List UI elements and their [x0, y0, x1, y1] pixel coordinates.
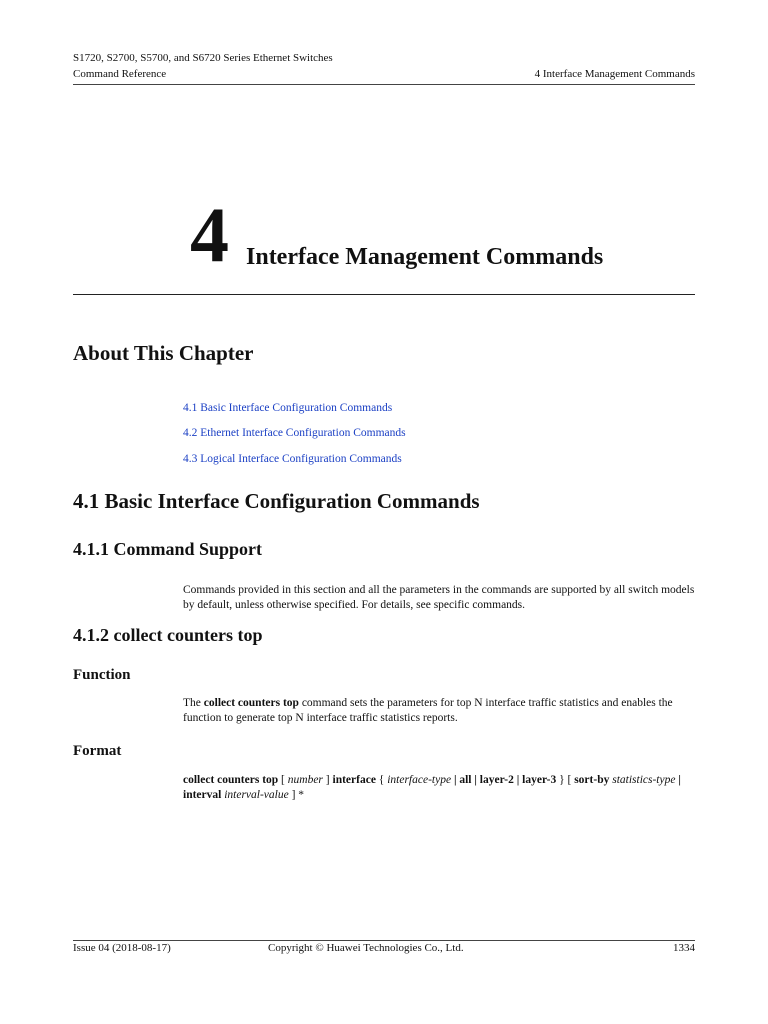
footer-issue: Issue 04 (2018-08-17)	[73, 942, 171, 954]
format-parameter: interface-type	[387, 774, 452, 786]
command-support-paragraph: Commands provided in this section and all the parameters in the commands are supported by all switch models by default, unless otherwise specified. For details, see specific commands.	[183, 584, 695, 611]
format-keyword: sort-by	[574, 774, 610, 786]
function-command-name: collect counters top	[203, 697, 299, 709]
command-format	[183, 773, 698, 803]
function-text-pre: The	[183, 697, 204, 709]
footer-copyright: Copyright © Huawei Technologies Co., Ltd.	[268, 942, 464, 954]
toc-link-4-2[interactable]: 4.2 Ethernet Interface Configuration Commands	[183, 427, 406, 439]
header-divider	[73, 84, 695, 85]
format-keyword: |	[675, 774, 681, 786]
format-symbol: ]	[322, 774, 333, 786]
section-4-1-heading: 4.1 Basic Interface Configuration Commands	[73, 489, 480, 513]
section-4-1-2-heading: 4.1.2 collect counters top	[73, 625, 263, 645]
format-keyword: interface	[332, 774, 376, 786]
format-heading: Format	[73, 743, 122, 759]
format-symbol: ] *	[288, 789, 305, 801]
format-keyword: all	[459, 774, 472, 786]
header-doc-type: Command Reference	[73, 68, 167, 80]
format-keyword: layer-2	[479, 774, 514, 786]
format-keyword: |	[471, 774, 480, 786]
format-symbol: {	[375, 774, 388, 786]
format-keyword: layer-3	[522, 774, 557, 786]
format-keyword: interval	[183, 789, 222, 801]
function-text-post: command sets the parameters for top N interface traffic statistics and enables the function to generate top N interface traffic statistics reports.	[183, 697, 673, 724]
function-paragraph	[183, 696, 698, 726]
chapter-title: Interface Management Commands	[246, 244, 604, 270]
toc-link-4-3[interactable]: 4.3 Logical Interface Configuration Commands	[183, 453, 402, 465]
format-keyword: collect counters top	[183, 774, 279, 786]
format-parameter: statistics-type	[612, 774, 676, 786]
function-heading: Function	[73, 667, 131, 683]
format-keyword: |	[451, 774, 460, 786]
format-parameter: interval-value	[224, 789, 289, 801]
chapter-number: 4	[190, 191, 229, 278]
chapter-divider	[73, 294, 695, 295]
section-4-1-1-heading: 4.1.1 Command Support	[73, 539, 263, 559]
about-heading: About This Chapter	[73, 341, 254, 365]
footer-page-number: 1334	[673, 942, 695, 954]
toc-link-4-1[interactable]: 4.1 Basic Interface Configuration Commands	[183, 402, 393, 414]
header-product: S1720, S2700, S5700, and S6720 Series Ethernet Switches	[73, 52, 333, 64]
format-symbol: [	[278, 774, 288, 786]
footer-divider	[73, 940, 695, 941]
format-parameter: number	[287, 774, 323, 786]
format-keyword: |	[513, 774, 523, 786]
format-symbol: } [	[556, 774, 575, 786]
header-chapter-ref: 4 Interface Management Commands	[534, 68, 695, 80]
